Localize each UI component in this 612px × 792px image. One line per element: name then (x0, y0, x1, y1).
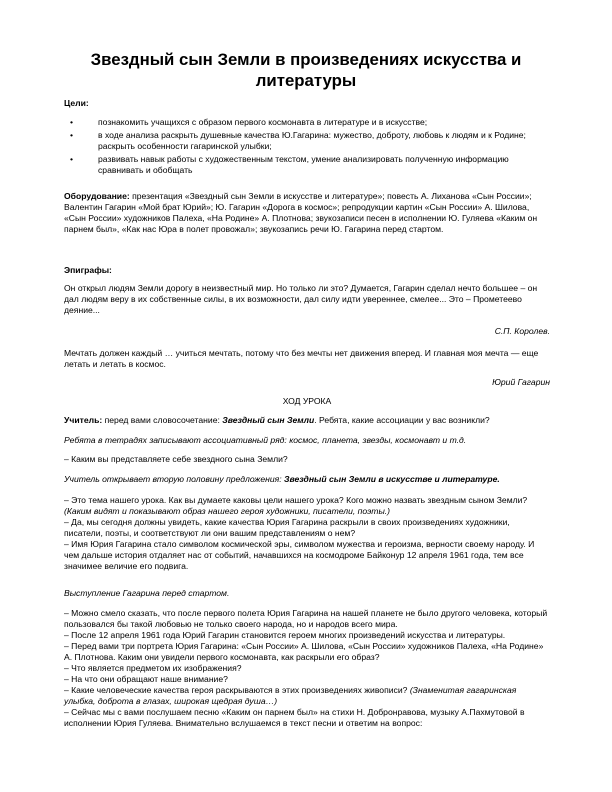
list-item (64, 117, 550, 128)
topic-paragraph (64, 495, 550, 517)
epigraphs-label: Эпиграфы: (64, 265, 112, 275)
notes-line: Ребята в тетрадях записывают ассоциативный ряд: космос, планета, звезды, космонавт и т.д. (64, 435, 467, 445)
goals-label-block (64, 98, 550, 109)
lesson-continuation (64, 608, 550, 729)
lesson-heading: ХОД УРОКА (282, 396, 332, 406)
teacher-text: перед вами словосочетание: (102, 415, 223, 425)
question-line: – Каким вы представляете себе звездного сына Земли? (64, 454, 288, 464)
epigraph-quote-2 (64, 348, 550, 370)
equipment-paragraph (64, 191, 550, 235)
q3-text: – Какие человеческие качества героя раскрываются в этих произведениях живописи? (64, 685, 410, 695)
paragraph: – Имя Юрия Гагарина стало символом космической эры, символом мужества и героизма, верности своему народу. И чем дальше история отдаляет нас от событий, начавшихся на космодроме Байконур 12 апреля 1961 года, тем все значимее величие его подвига. (64, 539, 535, 571)
paragraph: – Перед вами три портрета Юрия Гагарина: «Сын России» А. Шилова, «Сын России» художников Палеха, «На Родине» А. Плотнова. Каким они увидели первого космонавта, как раскрыли его образ? (64, 641, 544, 662)
q3-italic: (Знаменитая гагаринская улыбка, доброта в глазах, широкая щедрая душа…) (64, 685, 517, 706)
paragraph: – На что они обращают наше внимание? (64, 674, 228, 684)
epigraph-text: Он открыл людям Земли дорогу в неизвестный мир. Но только ли это? Думается, Гагарин сделал нечто большее – он дал людям веру в их собственные силы, в их возможности, дал силу идти увереннее, смелее... Это – Прометеево деяние... (64, 283, 538, 315)
topic-text: – Это тема нашего урока. Как вы думаете каковы цели нашего урока? Кого можно назвать звездным сыном Земли? (64, 495, 528, 505)
topic-italic: (Каким видят и показывают образ нашего героя художники, писатели, поэты.) (64, 506, 391, 516)
equipment-section (64, 191, 550, 235)
epigraph-author-2: Юрий Гагарин (492, 377, 550, 387)
paragraph: – Можно смело сказать, что после первого полета Юрия Гагарина на нашей планете не было другого человека, который пользовался бы такой любовью не только своего народа, но и народов всего мира. (64, 608, 548, 629)
goals-list (64, 117, 550, 176)
second-half-phrase: Звездный сын Земли в искусстве и литературе. (283, 474, 500, 484)
paragraph: – После 12 апреля 1961 года Юрий Гагарин становится героем многих произведений искусства и литературы. (64, 630, 506, 640)
paragraph: – Сейчас мы с вами послушаем песню «Каким он парнем был» на стихи Н. Добронравова, музыку А.Пахмутовой в исполнении Юрия Гуляева. Внимательно вслушаемся в текст песни и ответим на вопрос: (64, 707, 525, 728)
lesson-discussion (64, 495, 550, 572)
epigraph-author-1: С.П. Королев. (494, 326, 550, 336)
epigraph-text: Мечтать должен каждый … учиться мечтать, потому что без мечты нет движения вперед. И главная моя мечта — еще летать и летать в космос. (64, 348, 539, 369)
second-half-line (64, 474, 550, 485)
list-item (64, 130, 550, 152)
goal-text: развивать навык работы с художественным текстом, умение анализировать полученную информацию сравнивать и обобщать (98, 154, 509, 175)
paragraph (64, 685, 550, 707)
page-title: Звездный сын Земли в произведениях искусства и литературы (90, 50, 522, 90)
bullet-icon: • (70, 154, 74, 164)
teacher-label: Учитель: (64, 415, 103, 425)
paragraph: – Что является предметом их изображения? (64, 663, 242, 673)
teacher-phrase: Звездный сын Земли (222, 415, 315, 425)
epigraph-quote-1 (64, 283, 550, 316)
equipment-label: Оборудование: (64, 191, 130, 201)
speech-line: Выступление Гагарина перед стартом. (64, 588, 230, 598)
second-half-intro: Учитель открывает вторую половину предложения: (64, 474, 284, 484)
goal-text: познакомить учащихся с образом первого космонавта в литературе и в искусстве; (98, 117, 428, 127)
goal-text: в ходе анализа раскрыть душевные качества Ю.Гагарина: мужество, доброту, любовь к людям и к Родине; раскрыть особенности гагаринской улыбки; (98, 130, 526, 151)
equipment-text: презентация «Звездный сын Земли в искусстве и литературе»; повесть А. Лиханова «Сын России»; Валентин Гагарин «Мой брат Юрий»; Ю. Гагарин «Дорога в космос»; репродукции картин «Сын России» А. Шилова, «Сын России» художников Палеха, «На Родине» А. Плотнова; звукозаписи песен в исполнении Ю. Гуляева «Каким он парнем был», «Как нас Юра в полет провожал»; звукозапись речи Ю. Гагарина перед стартом. (64, 191, 538, 234)
bullet-icon: • (70, 117, 74, 127)
teacher-tail: . Ребята, какие ассоциации у вас возникли? (314, 415, 490, 425)
paragraph: – Да, мы сегодня должны увидеть, какие качества Юрия Гагарина раскрыли в своих произведениях художники, писатели, поэты, и соответствуют ли они вашим представлениям о нем? (64, 517, 510, 538)
goals-section (64, 117, 550, 176)
bullet-icon: • (70, 130, 74, 140)
epigraphs-label-block (64, 265, 550, 276)
goals-label: Цели: (64, 98, 89, 108)
teacher-line (64, 415, 550, 426)
list-item (64, 154, 550, 176)
